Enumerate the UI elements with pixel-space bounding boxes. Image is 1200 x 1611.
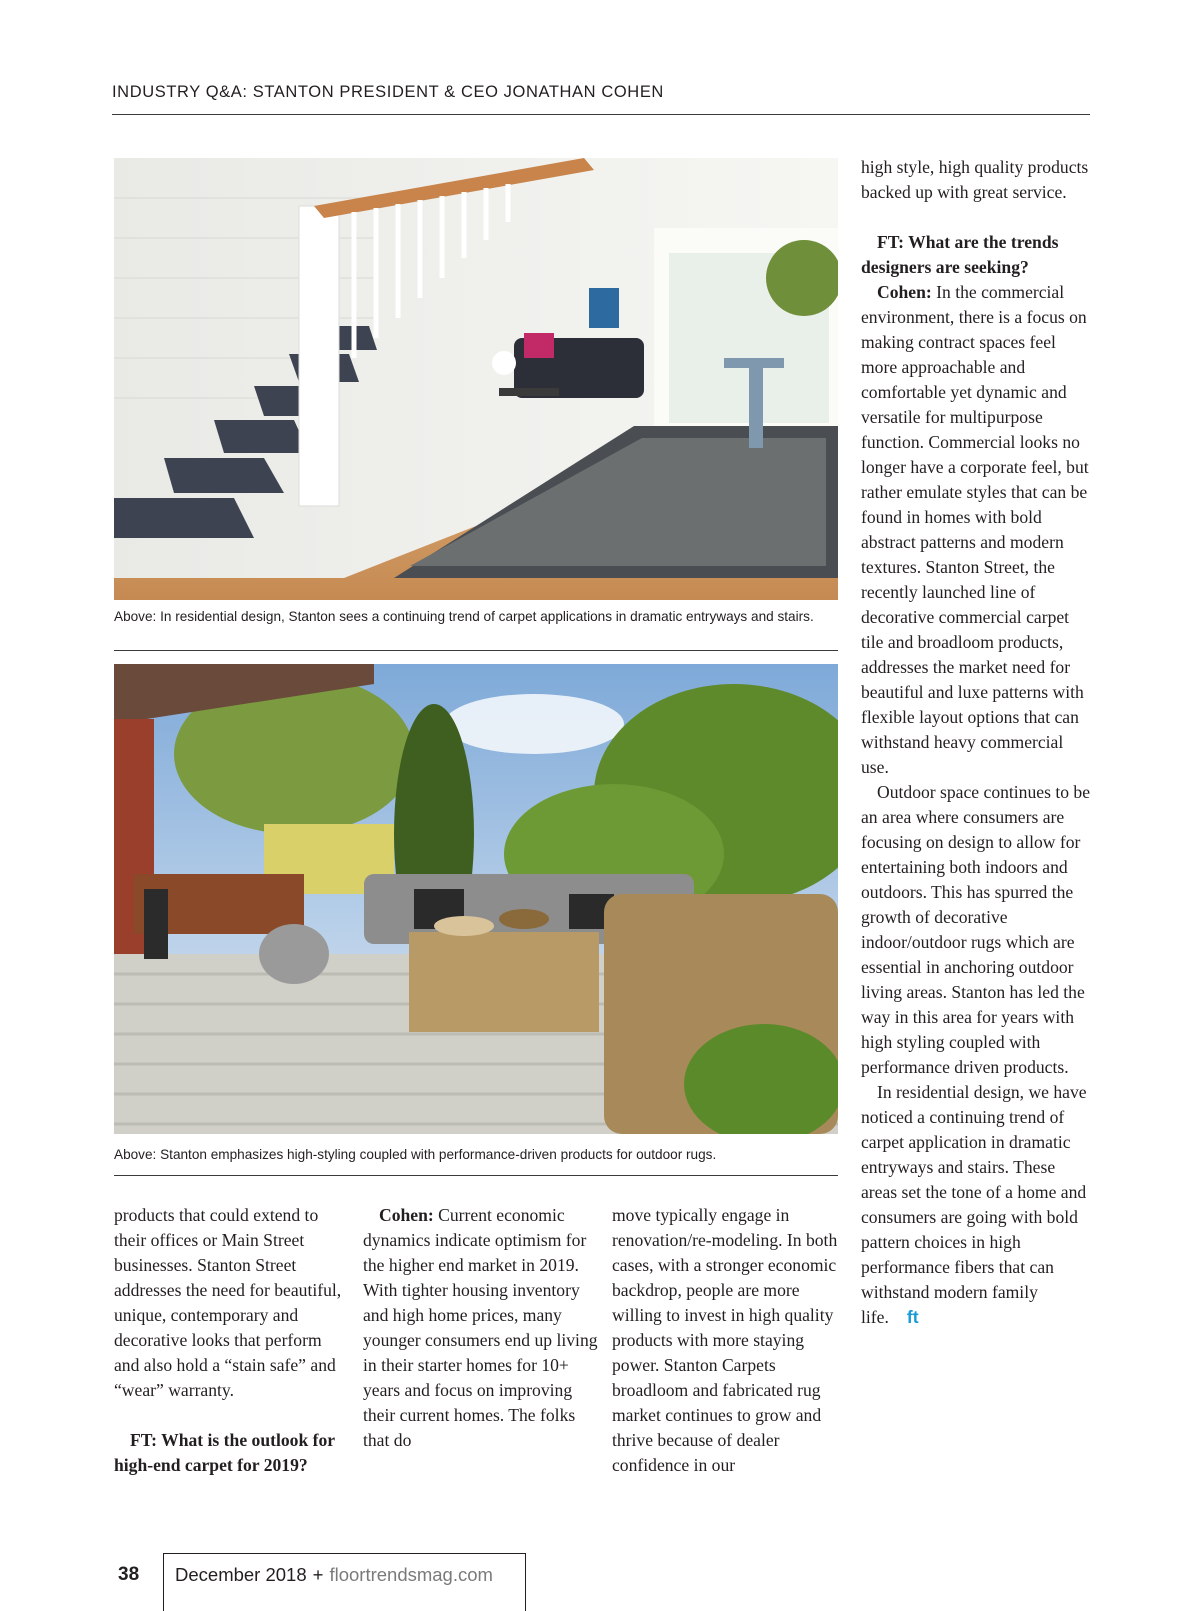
page-number: 38 (118, 1564, 140, 1585)
col4-paragraph-2: Cohen: In the commercial environment, there is a focus on making contract spaces feel more approachable and comfortable yet dynamic and versatile for multipurpose function. Commercial looks no longer have a corporate feel, but rather emulate styles that can be found in homes with bold abstract patterns and modern textures. Stanton Street, the recently launched line of decorative commercial carpet tile and broadloom products, addresses the market need for beautiful and luxe patterns with flexible layout options that can withstand heavy commercial use. (861, 282, 1089, 777)
col2-paragraph: Cohen: Current economic dynamics indicate optimism for the higher end market in 2019. With tighter housing inventory and high home prices, many younger consumers end up living in their starter homes for 10+ years and focus on improving their current homes. The folks that do (363, 1205, 598, 1450)
col4-paragraph-4: In residential design, we have noticed a continuing trend of carpet application in dramatic entryways and stairs. These areas set the tone of a home and consumers are going with bold pattern choices in high performance fibers that can withstand modern family life. ft (861, 1082, 1087, 1327)
footer-separator: + (312, 1564, 324, 1585)
col3-paragraph: move typically engage in renovation/re-modeling. In both cases, with a stronger economic backdrop, people are more willing to invest in high quality products with more staying power. Stanton Carpets broadloom and fabricated rug market continues to grow and thrive because of dealer confidence in our (612, 1205, 838, 1475)
staircase-photo (114, 158, 838, 600)
article-column-2 (363, 1203, 598, 1453)
article-column-4 (861, 155, 1093, 1330)
question-trends: FT: What are the trends designers are seeking? (861, 232, 1059, 277)
speaker-label: Cohen: (877, 282, 932, 302)
footer-issue: December 2018 (175, 1564, 307, 1585)
outdoor-patio-photo (114, 664, 838, 1134)
footer-site-link[interactable]: floortrendsmag.com (329, 1564, 493, 1585)
ft-end-mark: ft (906, 1307, 919, 1327)
outdoor-caption: Above: Stanton emphasizes high-styling coupled with performance-driven products for outdoor rugs. (114, 1146, 838, 1176)
col1-paragraph: products that could extend to their offices or Main Street businesses. Stanton Street addresses the need for beautiful, unique, contemporary and decorative looks that perform and also hold a “stain safe” and “wear” warranty. (114, 1205, 342, 1400)
article-column-1 (114, 1203, 349, 1478)
speaker-label: Cohen: (379, 1205, 434, 1225)
col4-paragraph-1: high style, high quality products backed up with great service. (861, 157, 1089, 202)
header-title: INDUSTRY Q&A: STANTON PRESIDENT & CEO JONATHAN COHEN (112, 83, 664, 101)
question-outlook: FT: What is the outlook for high-end carpet for 2019? (114, 1430, 335, 1475)
col4-paragraph-3: Outdoor space continues to be an area where consumers are focusing on design to allow for entertaining both indoors and outdoors. This has spurred the growth of decorative indoor/outdoor rugs which are essential in anchoring outdoor living areas. Stanton has led the way in this area for years with high styling coupled with performance driven products. (861, 782, 1091, 1077)
running-header (112, 80, 1090, 115)
staircase-caption: Above: In residential design, Stanton sees a continuing trend of carpet applications in dramatic entryways and stairs. (114, 608, 838, 651)
footer-text (175, 1564, 493, 1586)
article-column-3 (612, 1203, 847, 1478)
